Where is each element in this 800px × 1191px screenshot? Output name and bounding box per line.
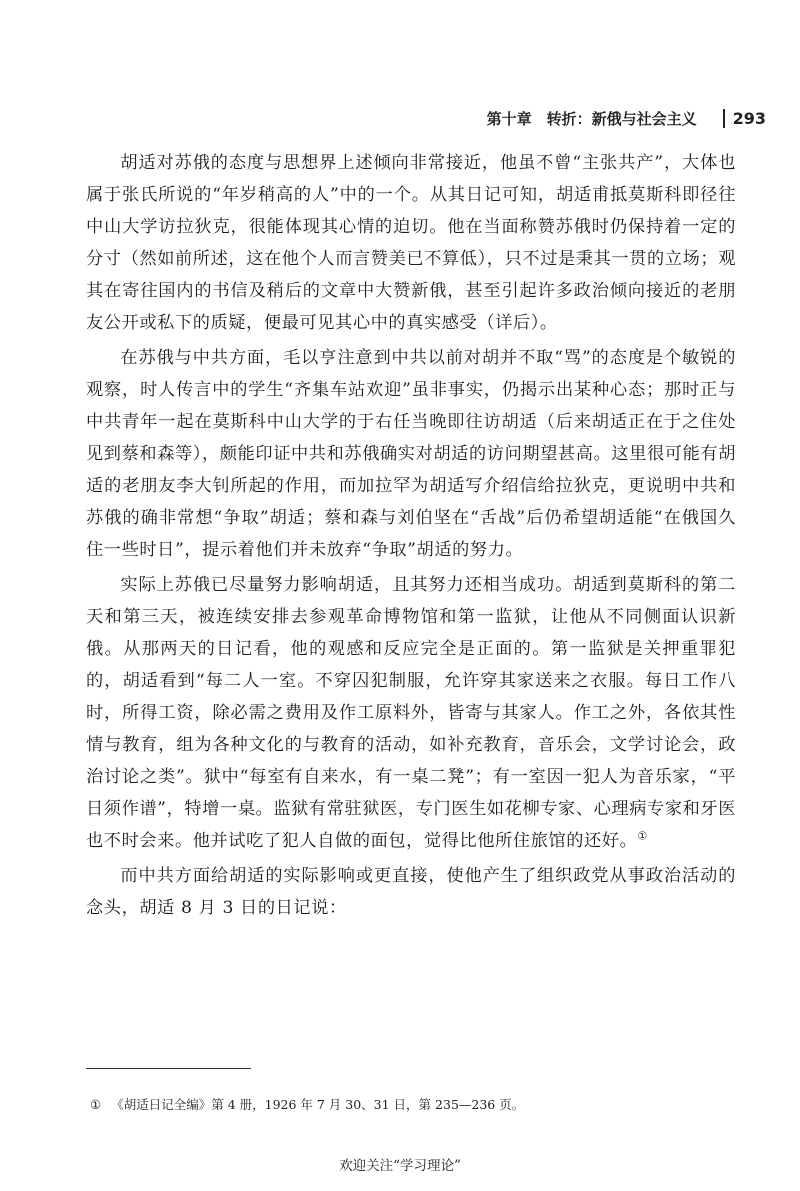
footnote-divider — [86, 1068, 251, 1069]
header-divider — [723, 109, 725, 128]
paragraph-3 — [86, 569, 736, 857]
footnote — [90, 1096, 740, 1114]
footnote-mark: ① — [90, 1097, 102, 1112]
running-header — [0, 108, 766, 129]
footnote-text: 《胡适日记全编》第 4 册，1926 年 7 月 30、31 日，第 235—236 页。 — [111, 1097, 525, 1112]
paragraph-3-text: 实际上苏俄已尽量努力影响胡适，且其努力还相当成功。胡适到莫斯科的第二天和第三天，被连续安排去参观革命博物馆和第一监狱，让他从不同侧面认识新俄。从那两天的日记看，他的观感和反应完全是正面的。第一监狱是关押重罪犯的，胡适看到“每二人一室。不穿囚犯制服，允许穿其家送来之衣服。每日工作八时，所得工资，除必需之费用及作工原料外，皆寄与其家人。作工之外，各依其性情与教育，组为各种文化的与教育的活动，如补充教育，音乐会，文学讨论会，政治讨论之类”。狱中“每室有自来水，有一桌二凳”；有一室因一犯人为音乐家，“平日须作谱”，特增一桌。监狱有常驻狱医，专门医生如花柳专家、心理病专家和牙医也不时会来。他并试吃了犯人自做的面包，觉得比他所住旅馆的还好。 — [86, 575, 736, 851]
paragraph-4: 而中共方面给胡适的实际影响或更直接，使他产生了组织政党从事政治活动的念头，胡适 8 月 3 日的日记说： — [86, 866, 736, 918]
body-text — [86, 147, 736, 927]
chapter-title: 第十章 转折：新俄与社会主义 — [486, 110, 697, 128]
paragraph-1: 胡适对苏俄的态度与思想界上述倾向非常接近，他虽不曾“主张共产”，大体也属于张氏所说的“年岁稍高的人”中的一个。从其日记可知，胡适甫抵莫斯科即径往中山大学访拉狄克，很能体现其心情的迫切。他在当面称赞苏俄时仍保持着一定的分寸（然如前所述，这在他个人而言赞美已不算低），只不过是秉其一贯的立场；观其在寄往国内的书信及稍后的文章中大赞新俄，甚至引起许多政治倾向接近的老朋友公开或私下的质疑，便最可见其心中的真实感受（详后）。 — [86, 153, 736, 333]
bottom-watermark-text: 欢迎关注“学习理论” — [339, 1158, 461, 1174]
page-number: 293 — [732, 109, 766, 128]
footnote-reference: ① — [637, 829, 648, 843]
paragraph-2: 在苏俄与中共方面，毛以亨注意到中共以前对胡并不取“骂”的态度是个敏锐的观察，时人传言中的学生“齐集车站欢迎”虽非事实，仍揭示出某种心态；那时正与中共青年一起在莫斯科中山大学的于右任当晚即往访胡适（后来胡适正在于之住处见到蔡和森等），颇能印证中共和苏俄确实对胡适的访问期望甚高。这里很可能有胡适的老朋友李大钊所起的作用，而加拉罕为胡适写介绍信给拉狄克，更说明中共和苏俄的确非常想“争取”胡适；蔡和森与刘伯坚在“舌战”后仍希望胡适能“在俄国久住一些时日”，提示着他们并未放弃“争取”胡适的努力。 — [86, 348, 736, 560]
